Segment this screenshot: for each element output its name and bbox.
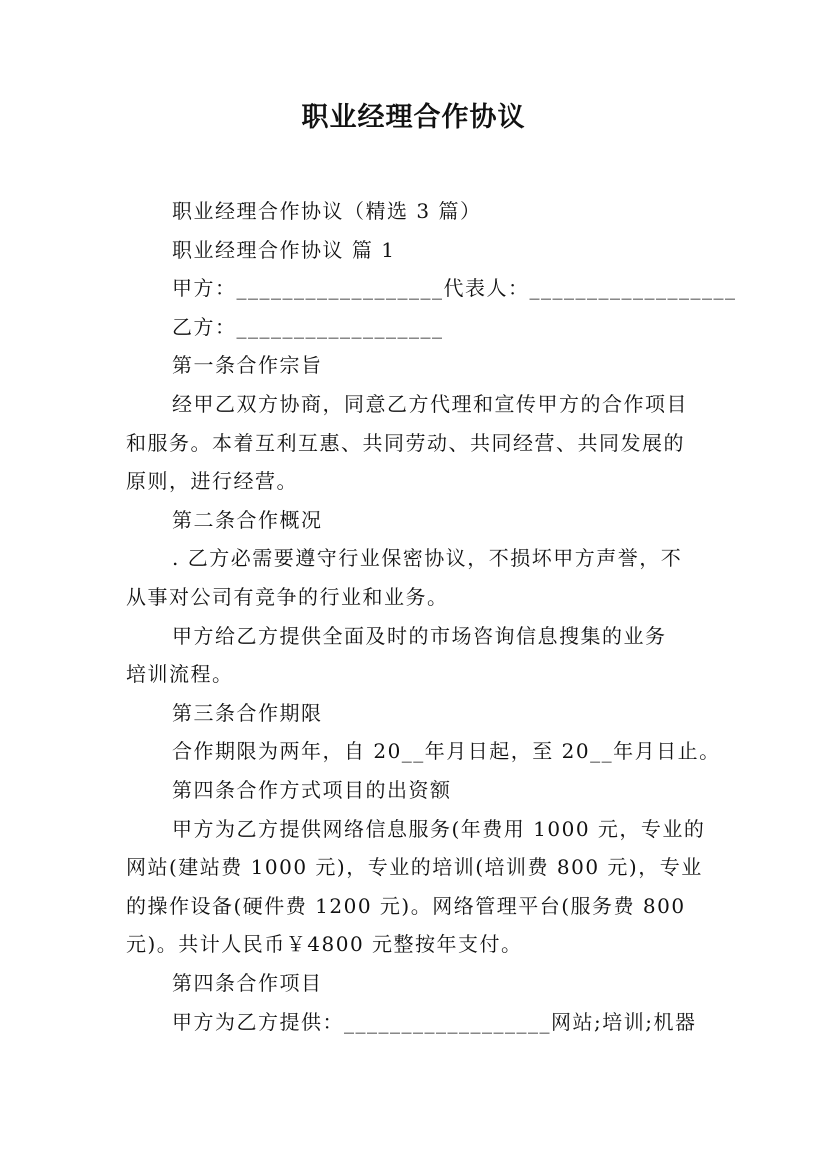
document-line: 职业经理合作协议 篇 1 bbox=[172, 237, 396, 262]
document-line: 第四条合作项目 bbox=[172, 971, 323, 995]
document-line: 和服务。本着互利互惠、共同劳动、共同经营、共同发展的 bbox=[126, 430, 685, 455]
document-line: 元)。共计人民币￥4800 元整按年支付。 bbox=[126, 932, 523, 957]
document-line: 经甲乙双方协商，同意乙方代理和宣传甲方的合作项目 bbox=[172, 392, 688, 416]
document-line: 乙方：__________________ bbox=[172, 314, 444, 339]
document-line: 从事对公司有竞争的行业和业务。 bbox=[126, 585, 449, 609]
document-line: 甲方为乙方提供网络信息服务(年费用 1000 元，专业的 bbox=[172, 816, 706, 841]
document-line: 第二条合作概况 bbox=[172, 507, 323, 532]
document-line: 原则，进行经营。 bbox=[126, 469, 298, 494]
document-line: 的操作设备(硬件费 1200 元)。网络管理平台(服务费 800 bbox=[126, 893, 686, 918]
document-line: 培训流程。 bbox=[126, 662, 234, 687]
document-line: 职业经理合作协议（精选 3 篇） bbox=[172, 199, 482, 223]
document-title: 职业经理合作协议 bbox=[301, 102, 526, 133]
document-line: 第三条合作期限 bbox=[172, 700, 323, 725]
document-line: . 乙方必需要遵守行业保密协议，不损坏甲方声誉，不 bbox=[172, 546, 683, 571]
document-line: 甲方为乙方提供：__________________网站;培训;机器 bbox=[172, 1009, 697, 1034]
document-line: 甲方给乙方提供全面及时的市场咨询信息搜集的业务 bbox=[172, 623, 667, 648]
document-line: 第一条合作宗旨 bbox=[172, 353, 323, 378]
document-line: 合作期限为两年，自 20__年月日起，至 20__年月日止。 bbox=[172, 739, 721, 764]
document-line: 甲方：__________________代表人：__________________ bbox=[172, 276, 737, 301]
document-line: 网站(建站费 1000 元)，专业的培训(培训费 800 元)，专业 bbox=[126, 855, 703, 880]
document-line: 第四条合作方式项目的出资额 bbox=[172, 778, 452, 802]
